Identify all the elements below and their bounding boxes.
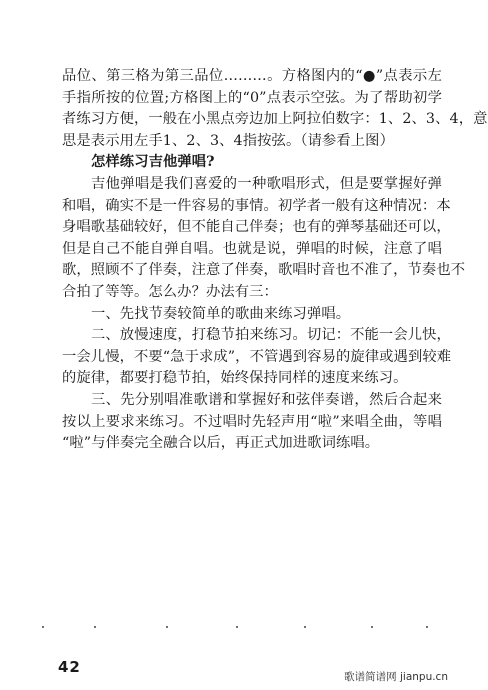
site-watermark: 歌谱简谱网 jianpu.cn xyxy=(344,671,448,683)
scan-speckles xyxy=(40,626,430,632)
speckle xyxy=(42,626,44,628)
text-line: 一、先找节奏较简单的歌曲来练习弹唱。 xyxy=(91,305,351,322)
text-line: 但是自己不能自弹自唱。也就是说，弹唱的时候，注意了唱 xyxy=(62,240,442,257)
page-number: 42 xyxy=(58,658,81,676)
text-line: 的旋律，都要打稳节拍，始终保持同样的速度来练习。 xyxy=(62,370,408,387)
text-line: 合拍了等等。怎么办？办法有三： xyxy=(62,283,278,300)
section-heading: 怎样练习吉他弹唱? xyxy=(91,154,215,171)
text-line: 按以上要求来练习。不过唱时先轻声用“啦”来唱全曲，等唱 xyxy=(62,413,442,430)
text-line: 品位、第三格为第三品位………。方格图内的“●”点表示左 xyxy=(62,68,442,84)
speckle xyxy=(371,626,373,628)
speckle xyxy=(94,626,96,628)
text-line: “啦”与伴奏完全融合以后，再正式加进歌词练唱。 xyxy=(62,435,380,452)
text-line: 和唱，确实不是一件容易的事情。初学者一般有这种情况：本 xyxy=(62,197,451,214)
text-line: 一会儿慢，不要“急于求成”，不管遇到容易的旋律或遇到较难 xyxy=(62,348,452,365)
speckle xyxy=(426,626,428,628)
speckle xyxy=(166,626,168,628)
text-line: 手指所按的位置;方格图上的“0”点表示空弦。为了帮助初学 xyxy=(62,89,442,106)
text-line: 三、先分别唱准歌谱和掌握好和弦伴奏谱，然后合起来 xyxy=(91,391,442,408)
text-line: 二、放慢速度，打稳节拍来练习。切记：不能一会儿快， xyxy=(91,327,451,344)
body-text xyxy=(62,66,488,455)
text-line: 歌，照顾不了伴奏，注意了伴奏，歌唱时音也不准了，节奏也不 xyxy=(62,262,466,279)
text-line: 者练习方便，一般在小黑点旁边加上阿拉伯数字：1、2、3、4，意 xyxy=(62,111,488,128)
speckle xyxy=(304,626,306,628)
text-line: 思是表示用左手1、2、3、4指按弦。（请参看上图） xyxy=(62,132,394,149)
text-line: 身唱歌基础较好，但不能自己伴奏；也有的弹琴基础还可以， xyxy=(62,219,451,236)
speckle xyxy=(236,626,238,628)
text-line: 吉他弹唱是我们喜爱的一种歌唱形式，但是要掌握好弹 xyxy=(91,175,442,192)
